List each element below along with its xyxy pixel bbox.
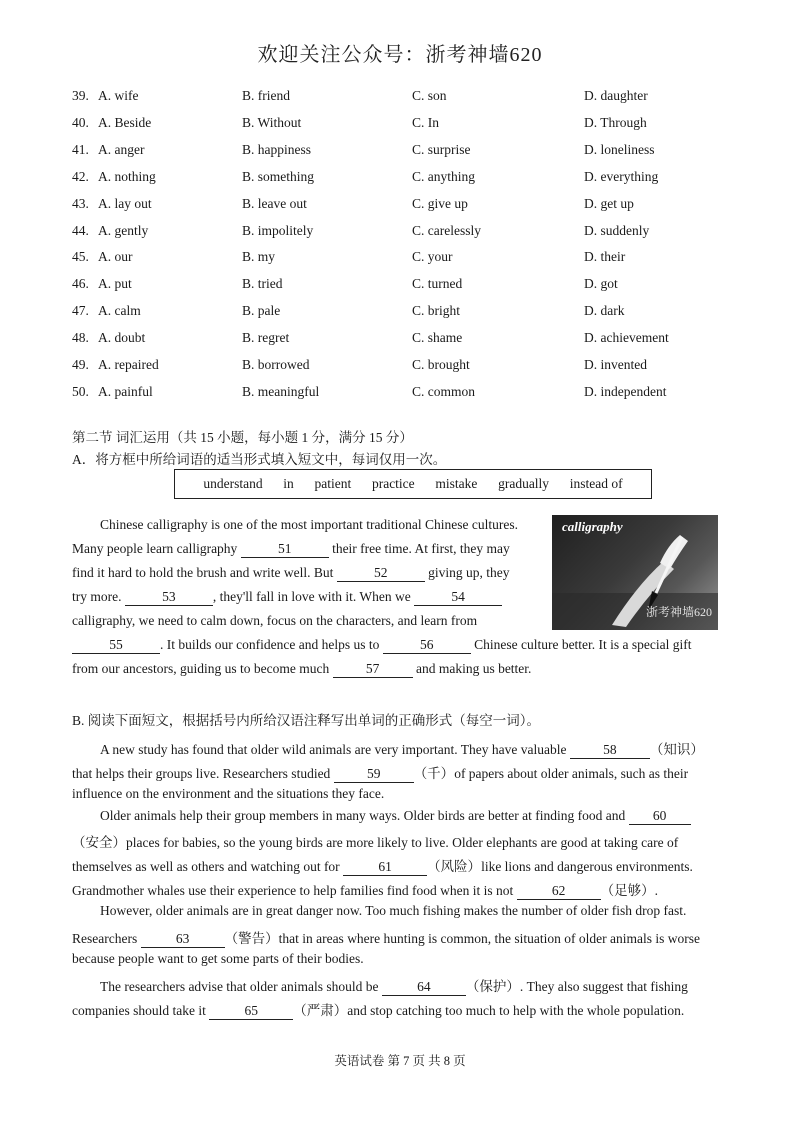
option-d[interactable]: D. Through xyxy=(584,114,647,130)
passage-b-line: companies should take it 65 （严肃）and stop catching too much to help with the whole population. xyxy=(72,1003,685,1018)
question-number: 42. xyxy=(72,168,89,184)
blank-59[interactable]: 59 xyxy=(334,766,414,783)
option-row xyxy=(0,249,800,269)
option-b[interactable]: B. Without xyxy=(242,114,302,130)
option-row xyxy=(0,384,800,404)
option-d[interactable]: D. loneliness xyxy=(584,141,655,157)
word-box-item: gradually xyxy=(498,476,550,491)
option-row xyxy=(0,115,800,135)
option-a[interactable]: A. anger xyxy=(98,141,145,157)
question-number: 50. xyxy=(72,383,89,399)
option-d[interactable]: D. independent xyxy=(584,383,667,399)
option-a[interactable]: A. put xyxy=(98,276,132,292)
option-row xyxy=(0,223,800,243)
passage-b-line: A new study has found that older wild animals are very important. They have valuable 58 （知识） xyxy=(100,742,704,757)
option-d[interactable]: D. dark xyxy=(584,303,625,319)
word-box-item: instead of xyxy=(569,476,623,491)
question-number: 46. xyxy=(72,276,89,292)
option-a[interactable]: A. calm xyxy=(98,303,141,319)
option-c[interactable]: C. brought xyxy=(412,357,470,372)
passage-a-line: 55 . It builds our confidence and helps us to 56 Chinese culture better. It is a special gift xyxy=(72,637,692,654)
passage-b-line: Researchers 63 （警告）that in areas where hunting is common, the situation of older animals is worse xyxy=(72,931,701,946)
option-d[interactable]: D. everything xyxy=(584,168,659,184)
word-box-item: mistake xyxy=(435,476,478,491)
option-b[interactable]: B. something xyxy=(242,168,315,184)
passage-b-line: influence on the environment and the situations they face. xyxy=(72,786,385,801)
question-number: 49. xyxy=(72,357,89,372)
option-c[interactable]: C. bright xyxy=(412,303,461,319)
question-number: 47. xyxy=(72,303,89,319)
option-d[interactable]: D. suddenly xyxy=(584,222,650,238)
part-b-instruction: B. 阅读下面短文，根据括号内所给汉语注释写出单词的正确形式（每空一词）。 xyxy=(72,713,541,728)
blank-63[interactable]: 63 xyxy=(141,931,225,948)
option-c[interactable]: C. In xyxy=(412,114,439,130)
passage-a-line: Many people learn calligraphy 51 their free time. At first, they may xyxy=(72,541,510,556)
option-d[interactable]: D. get up xyxy=(584,195,634,211)
option-c[interactable]: C. your xyxy=(412,249,453,265)
option-c[interactable]: C. carelessly xyxy=(412,222,481,238)
option-b[interactable]: B. impolitely xyxy=(242,222,314,238)
blank-65[interactable]: 65 xyxy=(209,1003,293,1020)
word-box-item: understand xyxy=(203,476,263,491)
option-d[interactable]: D. daughter xyxy=(584,88,648,103)
option-d[interactable]: D. achievement xyxy=(584,330,669,346)
option-a[interactable]: A. repaired xyxy=(98,357,159,372)
option-row xyxy=(0,142,800,162)
option-b[interactable]: B. friend xyxy=(242,88,290,103)
option-c[interactable]: C. turned xyxy=(412,276,463,292)
option-a[interactable]: A. Beside xyxy=(98,114,152,130)
blank-62[interactable]: 62 xyxy=(517,883,601,900)
question-number: 45. xyxy=(72,249,89,265)
question-number: 43. xyxy=(72,195,89,211)
question-number: 41. xyxy=(72,141,89,157)
option-a[interactable]: A. lay out xyxy=(98,195,152,211)
option-row xyxy=(0,330,800,350)
word-box-item: patient xyxy=(314,476,352,491)
option-row xyxy=(0,196,800,216)
question-number: 39. xyxy=(72,88,89,103)
page-footer: 英语试卷 第 7 页 共 8 页 xyxy=(334,1054,466,1068)
blank-60[interactable]: 60 xyxy=(629,808,691,825)
option-d[interactable]: D. their xyxy=(584,249,626,265)
option-d[interactable]: D. got xyxy=(584,276,618,292)
word-box-item: practice xyxy=(371,476,415,491)
option-a[interactable]: A. nothing xyxy=(98,168,156,184)
passage-b-line: The researchers advise that older animals should be 64 （保护）. They also suggest that fishing xyxy=(100,979,688,994)
option-c[interactable]: C. shame xyxy=(412,330,463,346)
option-b[interactable]: B. regret xyxy=(242,330,290,346)
option-row xyxy=(0,357,800,377)
blank-64[interactable]: 64 xyxy=(382,979,466,996)
page-header: 欢迎关注公众号：浙考神墙620 xyxy=(257,44,543,66)
option-c[interactable]: C. anything xyxy=(412,168,475,184)
word-box-item: in xyxy=(283,476,294,491)
option-a[interactable]: A. doubt xyxy=(98,330,146,346)
blank-55[interactable]: 55 xyxy=(72,637,160,654)
passage-a-line: find it hard to hold the brush and write well. But 52 giving up, they xyxy=(72,565,510,580)
passage-a-line: Chinese calligraphy is one of the most important traditional Chinese cultures. xyxy=(100,517,519,532)
option-row xyxy=(0,169,800,189)
blank-56[interactable]: 56 xyxy=(383,637,471,654)
part-a-instruction: A．将方框中所给词语的适当形式填入短文中，每词仅用一次。 xyxy=(72,452,447,467)
passage-a-line: from our ancestors, guiding us to become much 57 and making us better. xyxy=(72,661,532,676)
question-number: 44. xyxy=(72,222,89,238)
option-a[interactable]: A. painful xyxy=(98,383,153,399)
option-row xyxy=(0,303,800,323)
blank-51[interactable]: 51 xyxy=(241,541,329,558)
blank-57[interactable]: 57 xyxy=(333,661,413,678)
option-b[interactable]: B. pale xyxy=(242,303,281,319)
option-b[interactable]: B. happiness xyxy=(242,141,311,157)
option-b[interactable]: B. leave out xyxy=(242,195,307,211)
option-a[interactable]: A. gently xyxy=(98,222,149,238)
photo-caption: calligraphy xyxy=(562,519,623,534)
passage-a-line: try more. 53 , they'll fall in love with it. When we 54 xyxy=(72,589,502,606)
passage-b-line: However, older animals are in great danger now. Too much fishing makes the number of older fish drop fast. xyxy=(100,903,687,918)
passage-b-line: Grandmother whales use their experience to help families find food when it is not 62 （足够）. xyxy=(72,883,658,898)
option-c[interactable]: C. surprise xyxy=(412,141,471,157)
blank-58[interactable]: 58 xyxy=(570,742,650,759)
passage-b-line: themselves as well as others and watching out for 61 （风险）like lions and dangerous environments. xyxy=(72,859,693,874)
blank-54[interactable]: 54 xyxy=(414,589,502,606)
word-box xyxy=(174,469,652,499)
option-c[interactable]: C. give up xyxy=(412,195,468,211)
passage-b-line: （安全）places for babies, so the young birds are more likely to live. Older elephants are good at taking care of xyxy=(72,835,679,850)
option-b[interactable]: B. borrowed xyxy=(242,357,310,372)
option-b[interactable]: B. meaningful xyxy=(242,383,320,399)
blank-53[interactable]: 53 xyxy=(125,589,213,606)
option-row xyxy=(0,88,800,108)
photo-watermark: 浙考神墙620 xyxy=(645,605,712,619)
option-a[interactable]: A. our xyxy=(98,249,133,265)
blank-52[interactable]: 52 xyxy=(337,565,425,582)
question-number: 40. xyxy=(72,114,89,130)
passage-b-line: that helps their groups live. Researchers studied 59 （千）of papers about older animals, such as their xyxy=(72,766,689,781)
option-b[interactable]: B. tried xyxy=(242,276,283,292)
passage-a-line: calligraphy, we need to calm down, focus on the characters, and learn from xyxy=(72,613,478,628)
section-title: 第二节 词汇运用（共 15 小题，每小题 1 分，满分 15 分） xyxy=(72,430,413,445)
calligraphy-photo xyxy=(552,515,718,630)
option-b[interactable]: B. my xyxy=(242,249,276,265)
passage-b-line: Older animals help their group members in many ways. Older birds are better at finding food and 60 xyxy=(100,808,691,825)
option-d[interactable]: D. invented xyxy=(584,357,647,372)
passage-b-line: because people want to get some parts of their bodies. xyxy=(72,951,364,966)
option-c[interactable]: C. common xyxy=(412,383,475,399)
option-c[interactable]: C. son xyxy=(412,88,447,103)
option-row xyxy=(0,276,800,296)
blank-61[interactable]: 61 xyxy=(343,859,427,876)
option-a[interactable]: A. wife xyxy=(98,88,139,103)
question-number: 48. xyxy=(72,330,89,346)
